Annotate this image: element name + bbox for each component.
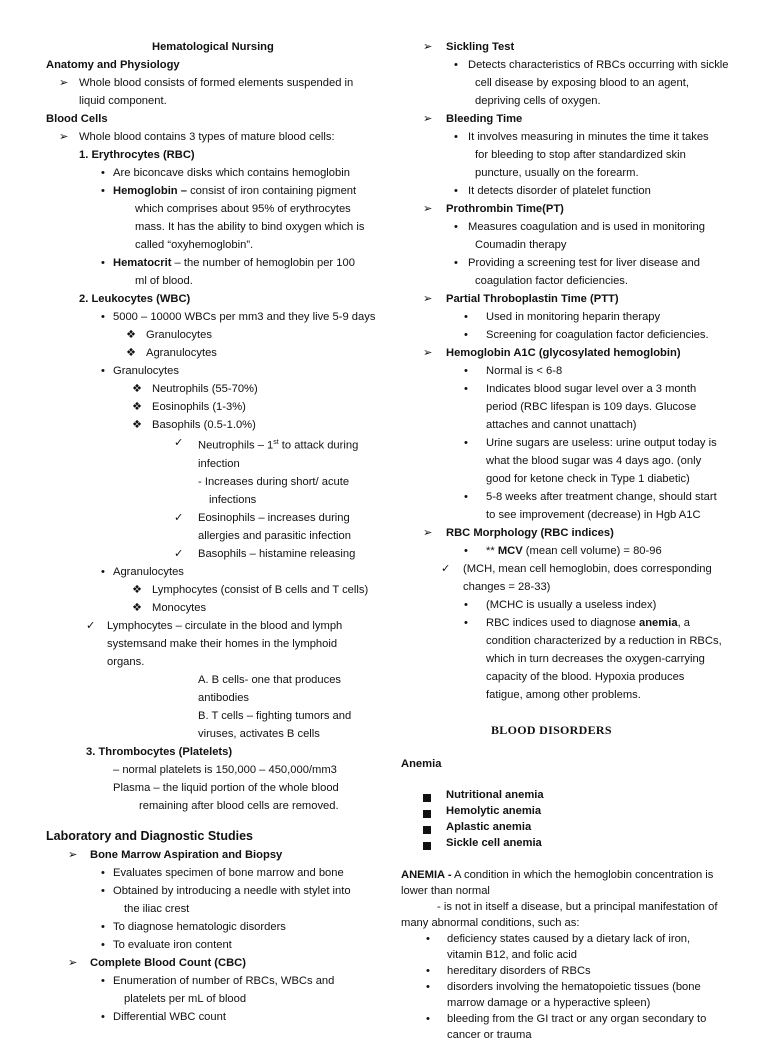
bullet-icon: •	[101, 866, 105, 879]
text-line: for bleeding to stop after standardized skin	[475, 149, 686, 161]
text-line: cell disease by exposing blood to an agent,	[475, 77, 689, 89]
list-item: • Evaluates specimen of bone marrow and bone	[46, 864, 388, 882]
check-bullet-icon: ✓	[174, 437, 184, 449]
heading-lab-studies: Laboratory and Diagnostic Studies	[46, 828, 253, 843]
text-line: good for ketone check in Type 1 diabetic)	[486, 473, 690, 485]
arrow-bullet-icon: ➢	[423, 203, 433, 215]
diamond-bullet-icon: ❖	[132, 583, 143, 596]
heading-anatomy: Anatomy and Physiology	[46, 59, 180, 71]
text-line: antibodies	[198, 691, 250, 704]
list-item: ➢ Sickling Test	[421, 38, 739, 56]
bullet-icon: •	[101, 1010, 105, 1023]
list-item: ➢ Hemoglobin A1C (glycosylated hemoglobin)	[421, 344, 739, 362]
text-line: lower than normal	[401, 885, 490, 897]
bullet-icon: •	[464, 437, 468, 449]
list-item: • It detects disorder of platelet function	[421, 182, 739, 200]
text-line: which comprises about 95% of erythrocytes	[135, 203, 351, 215]
list-item: • Measures coagulation and is used in monitoring	[421, 218, 739, 236]
check-bullet-icon: ✓	[174, 547, 184, 560]
diamond-bullet-icon: ❖	[132, 601, 143, 614]
list-item: • Agranulocytes	[46, 563, 388, 581]
heading-erythrocytes: 1. Erythrocytes (RBC)	[79, 149, 195, 161]
arrow-bullet-icon: ➢	[423, 347, 433, 359]
list-item: ❖ Eosinophils (1-3%)	[46, 398, 388, 416]
text-line: – normal platelets is 150,000 – 450,000/mm3	[113, 763, 337, 776]
list-item: ❖ Neutrophils (55-70%)	[46, 380, 388, 398]
text-line: which in turn decreases the oxygen-carrying	[486, 653, 705, 665]
heading-leukocytes: 2. Leukocytes (WBC)	[79, 293, 191, 305]
list-item: • Normal is < 6-8	[421, 362, 739, 380]
list-item: • deficiency states caused by a dietary lack of iron,	[426, 933, 691, 945]
list-item: ✓ Neutrophils – 1st to attack during	[46, 434, 388, 455]
list-item: • disorders involving the hematopoietic tissues (bone	[426, 981, 701, 993]
left-column	[46, 38, 388, 1026]
list-item: Hemolytic anemia	[421, 803, 739, 819]
bullet-icon: •	[454, 221, 458, 233]
list-item: ❖ Lymphocytes (consist of B cells and T cells)	[46, 581, 388, 599]
bullet-icon: •	[101, 884, 105, 897]
list-item: ❖ Granulocytes	[46, 326, 388, 344]
list-item: ✓ Lymphocytes – circulate in the blood and lymph	[46, 617, 388, 635]
text-line: coagulation factor deficiencies.	[475, 275, 628, 287]
arrow-bullet-icon: ➢	[423, 41, 433, 53]
bullet-icon: •	[454, 59, 458, 71]
list-item: ✓ Basophils – histamine releasing	[46, 545, 388, 563]
bullet-icon: •	[464, 365, 468, 377]
arrow-bullet-icon: ➢	[423, 293, 433, 305]
text-line: ANEMIA - A condition in which the hemoglobin concentration is	[401, 869, 714, 881]
diamond-bullet-icon: ❖	[126, 329, 137, 341]
check-bullet-icon: ✓	[174, 511, 184, 524]
text-line: A. B cells- one that produces	[198, 673, 342, 686]
right-column	[401, 38, 739, 1043]
arrow-bullet-icon: ➢	[59, 77, 69, 89]
bullet-icon: •	[454, 131, 458, 143]
text-line: Plasma – the liquid portion of the whole blood	[113, 781, 339, 794]
list-item: • hereditary disorders of RBCs	[426, 965, 591, 977]
arrow-bullet-icon: ➢	[68, 848, 78, 861]
diamond-bullet-icon: ❖	[132, 401, 143, 413]
bullet-icon: •	[464, 599, 468, 611]
bullet-icon: •	[101, 365, 105, 377]
bullet-icon: •	[454, 185, 458, 197]
square-bullet-icon	[423, 839, 431, 855]
document-title: Hematological Nursing	[152, 41, 274, 53]
text-line: vitamin B12, and folic acid	[447, 949, 577, 961]
list-item: • (MCHC is usually a useless index)	[421, 596, 739, 614]
text-line: the iliac crest	[124, 902, 190, 915]
list-item: • Urine sugars are useless: urine output today is	[421, 434, 739, 452]
anemia-types-list	[421, 787, 739, 851]
arrow-bullet-icon: ➢	[423, 113, 433, 125]
list-item: ❖ Basophils (0.5-1.0%)	[46, 416, 388, 434]
heading-anemia: Anemia	[401, 758, 442, 770]
text-line: fatigue, among other problems.	[486, 689, 641, 701]
text-line: cancer or trauma	[447, 1029, 532, 1041]
bullet-icon: •	[101, 920, 105, 933]
list-item: ➢ Whole blood contains 3 types of mature blood cells:	[46, 128, 388, 146]
arrow-bullet-icon: ➢	[59, 131, 69, 143]
list-item: ❖ Agranulocytes	[46, 344, 388, 362]
text-line: B. T cells – fighting tumors and	[198, 709, 352, 722]
list-item: ➢ RBC Morphology (RBC indices)	[421, 524, 739, 542]
text-line: organs.	[107, 655, 145, 668]
diamond-bullet-icon: ❖	[132, 419, 143, 431]
list-item: ➢ Whole blood consists of formed elements suspended in	[46, 74, 388, 92]
bullet-icon: •	[464, 491, 468, 503]
text-line: changes = 28-33)	[463, 581, 551, 593]
heading-blood-cells: Blood Cells	[46, 113, 108, 125]
text-line: allergies and parasitic infection	[198, 529, 351, 542]
list-item: Sickle cell anemia	[421, 835, 739, 851]
list-item: • Providing a screening test for liver disease and	[421, 254, 739, 272]
bullet-icon: •	[101, 167, 105, 179]
text-line: systemsand make their homes in the lymphoid	[107, 637, 338, 650]
text-line: infections	[209, 493, 257, 506]
text-line: marrow damage or a hyperactive spleen)	[447, 997, 651, 1009]
text-line: Coumadin therapy	[475, 239, 567, 251]
bullet-icon: •	[426, 1013, 430, 1025]
text-line: attaches and cannot unattach)	[486, 419, 637, 431]
bullet-icon: •	[426, 965, 430, 977]
list-item: ✓ Eosinophils – increases during	[46, 509, 388, 527]
list-item: • Hematocrit – the number of hemoglobin per 100	[46, 254, 388, 272]
list-item: • To diagnose hematologic disorders	[46, 918, 388, 936]
text-line: many abnormal conditions, such as:	[401, 917, 580, 929]
list-item: ➢ Complete Blood Count (CBC)	[46, 954, 388, 972]
list-item: ➢ Partial Throboplastin Time (PTT)	[421, 290, 739, 308]
text-line: what the blood sugar was 4 days ago. (only	[486, 455, 702, 467]
list-item: • It involves measuring in minutes the time it takes	[421, 128, 739, 146]
text-line: viruses, activates B cells	[198, 727, 320, 740]
text-line: mass. It has the ability to bind oxygen which is	[135, 221, 365, 233]
text-line: called “oxyhemoglobin”.	[135, 239, 254, 251]
list-item: • 5000 – 10000 WBCs per mm3 and they live 5-9 days	[46, 308, 388, 326]
text-line: platelets per mL of blood	[124, 992, 247, 1005]
bullet-icon: •	[464, 311, 468, 323]
text-line: puncture, usually on the forearm.	[475, 167, 639, 179]
bullet-icon: •	[101, 565, 105, 578]
check-bullet-icon: ✓	[86, 619, 96, 632]
list-item: • Enumeration of number of RBCs, WBCs and	[46, 972, 388, 990]
list-item: • Obtained by introducing a needle with stylet into	[46, 882, 388, 900]
text-line: remaining after blood cells are removed.	[139, 799, 339, 812]
bullet-icon: •	[101, 185, 105, 197]
list-item: ✓ (MCH, mean cell hemoglobin, does corresponding	[421, 560, 739, 578]
bullet-icon: •	[101, 974, 105, 987]
text-line: ml of blood.	[135, 275, 193, 287]
list-item: • Differential WBC count	[46, 1008, 388, 1026]
bullet-icon: •	[426, 981, 430, 993]
list-item: • To evaluate iron content	[46, 936, 388, 954]
anemia-definition	[401, 867, 739, 1043]
text-line: to see improvement (decrease) in Hgb A1C	[486, 509, 701, 521]
list-item: • bleeding from the GI tract or any organ secondary to	[426, 1013, 707, 1025]
list-item: Nutritional anemia	[421, 787, 739, 803]
bullet-icon: •	[101, 257, 105, 269]
text-line: period (RBC lifespan is 109 days. Glucose	[486, 401, 697, 413]
bullet-icon: •	[464, 617, 468, 629]
text-line: condition characterized by a reduction in RBCs,	[486, 635, 722, 647]
list-item: • Indicates blood sugar level over a 3 month	[421, 380, 739, 398]
list-item: • Hemoglobin – consist of iron containing pigment	[46, 182, 388, 200]
list-item: • Used in monitoring heparin therapy	[421, 308, 739, 326]
list-item: • Granulocytes	[46, 362, 388, 380]
bullet-icon: •	[464, 329, 468, 341]
text-line: - Increases during short/ acute	[198, 475, 350, 488]
bullet-icon: •	[426, 933, 430, 945]
bullet-icon: •	[101, 938, 105, 951]
bullet-icon: •	[464, 383, 468, 395]
heading-thrombocytes: 3. Thrombocytes (Platelets)	[86, 745, 233, 758]
bullet-icon: •	[464, 545, 468, 557]
list-item: • ** MCV (mean cell volume) = 80-96	[421, 542, 739, 560]
text-line: infection	[198, 457, 240, 470]
heading-blood-disorders: BLOOD DISORDERS	[491, 723, 612, 737]
list-item: Aplastic anemia	[421, 819, 739, 835]
list-item: • 5-8 weeks after treatment change, should start	[421, 488, 739, 506]
text-line: depriving cells of oxygen.	[475, 95, 601, 107]
bullet-icon: •	[101, 311, 105, 323]
list-item: • Are biconcave disks which contains hemoglobin	[46, 164, 388, 182]
list-item: ➢ Prothrombin Time(PT)	[421, 200, 739, 218]
text-line: - is not in itself a disease, but a principal manifestation of	[437, 901, 718, 913]
list-item: ➢ Bleeding Time	[421, 110, 739, 128]
diamond-bullet-icon: ❖	[126, 347, 137, 359]
text-line: capacity of the blood. Hypoxia produces	[486, 671, 685, 683]
list-item: • Detects characteristics of RBCs occurring with sickle	[421, 56, 739, 74]
arrow-bullet-icon: ➢	[423, 527, 433, 539]
check-bullet-icon: ✓	[441, 563, 451, 575]
bullet-icon: •	[454, 257, 458, 269]
diamond-bullet-icon: ❖	[132, 383, 143, 395]
list-item: • RBC indices used to diagnose anemia, a	[421, 614, 739, 632]
text-line: liquid component.	[79, 95, 167, 107]
list-item: • Screening for coagulation factor deficiencies.	[421, 326, 739, 344]
list-item: ➢ Bone Marrow Aspiration and Biopsy	[46, 846, 388, 864]
arrow-bullet-icon: ➢	[68, 956, 78, 969]
list-item: ❖ Monocytes	[46, 599, 388, 617]
